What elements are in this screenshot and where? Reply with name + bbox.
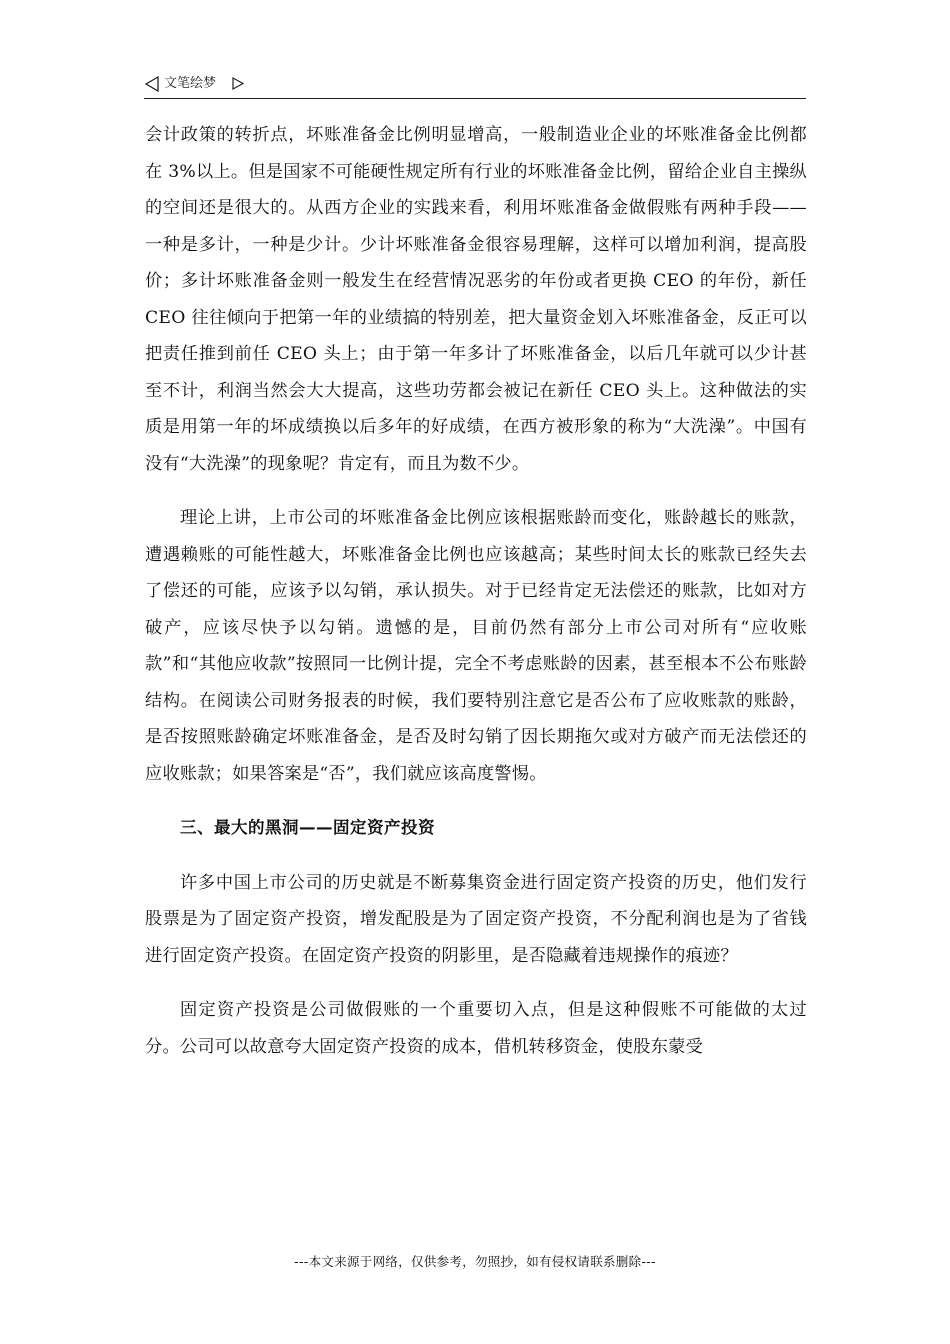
footer-disclaimer: ---本文来源于网络，仅供参考，勿照抄，如有侵权请联系删除--- [294, 1254, 656, 1269]
paragraph: 理论上讲，上市公司的坏账准备金比例应该根据账龄而变化，账龄越长的账款，遭遇赖账的可能性越大，坏账准备金比例也应该越高；某些时间太长的账款已经失去了偿还的可能，应该予以勾销，承认损失。对于已经肯定无法偿还的账款，比如对方破产，应该尽快予以勾销。遗憾的是，目前仍然有部分上市公司对所有“应收账款”和“其他应收款”按照同一比例计提，完全不考虑账龄的因素，甚至根本不公布账龄结构。在阅读公司财务报表的时候，我们要特别注意它是否公布了应收账款的账龄，是否按照账龄确定坏账准备金，是否及时勾销了因长期拖欠或对方破产而无法偿还的应收账款；如果答案是“否”，我们就应该高度警惕。 [145, 508, 807, 784]
triangle-right-icon [232, 77, 244, 90]
document-body [145, 117, 807, 1065]
section-heading: 三、最大的黑洞——固定资产投资 [180, 818, 435, 837]
triangle-left-icon [144, 76, 160, 92]
paragraph: 会计政策的转折点，坏账准备金比例明显增高，一般制造业企业的坏账准备金比例都在 3%以上。但是国家不可能硬性规定所有行业的坏账准备金比例，留给企业自主操纵的空间还是很大的。从西方企业的实践来看，利用坏账准备金做假账有两种手段——一种是多计，一种是少计。少计坏账准备金很容易理解，这样可以增加利润，提高股价；多计坏账准备金则一般发生在经营情况恶劣的年份或者更换 CEO 的年份，新任 CEO 往往倾向于把第一年的业绩搞的特别差，把大量资金划入坏账准备金，反正可以把责任推到前任 CEO 头上；由于第一年多计了坏账准备金，以后几年就可以少计甚至不计，利润当然会大大提高，这些功劳都会被记在新任 CEO 头上。这种做法的实质是用第一年的坏成绩换以后多年的好成绩，在西方被形象的称为“大洗澡”。中国有没有“大洗澡”的现象呢？肯定有，而且为数不少。 [145, 125, 807, 474]
page-header [144, 74, 806, 99]
paragraph: 固定资产投资是公司做假账的一个重要切入点，但是这种假账不可能做的太过分。公司可以故意夸大固定资产投资的成本，借机转移资金，使股东蒙受 [145, 1000, 807, 1057]
header-title: 文笔绘梦 [164, 76, 217, 91]
paragraph: 许多中国上市公司的历史就是不断募集资金进行固定资产投资的历史，他们发行股票是为了固定资产投资，增发配股是为了固定资产投资，不分配利润也是为了省钱进行固定资产投资。在固定资产投资的阴影里，是否隐藏着违规操作的痕迹？ [145, 872, 807, 966]
